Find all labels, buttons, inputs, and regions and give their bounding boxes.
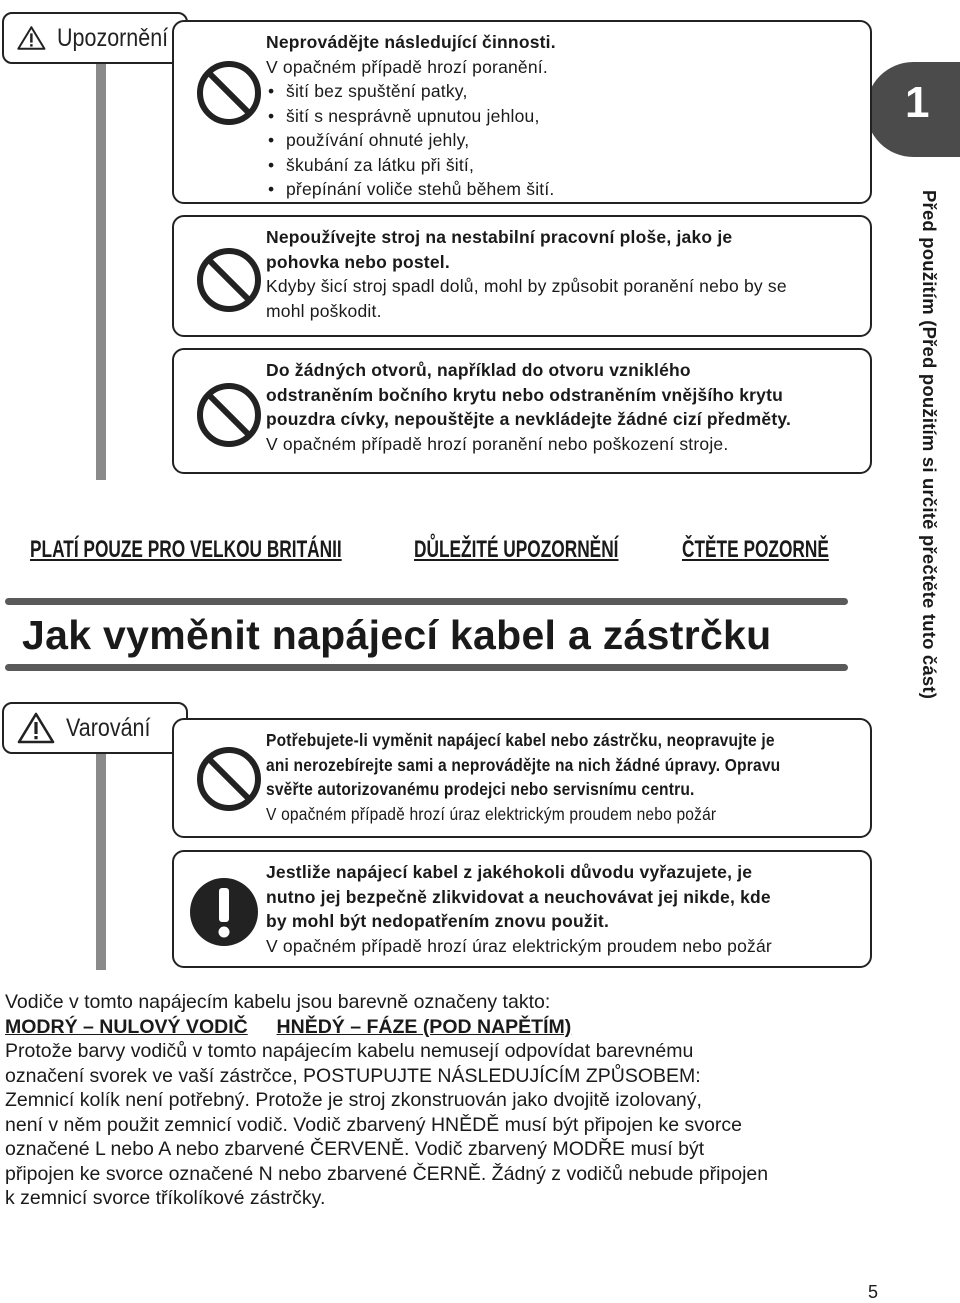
caution-connector <box>96 60 106 480</box>
title-rule-bottom <box>5 664 848 671</box>
text-line: pouzdra cívky, nepouštějte a nevkládejte žádné cizí předměty. <box>266 409 792 429</box>
caution-box-1-heading: Neprovádějte následující činnosti. <box>266 32 556 52</box>
text-line: V opačném případě hrozí úraz elektrickým proudem nebo požár <box>266 803 717 824</box>
warning-label-text: Varování <box>66 713 151 742</box>
wiring-text-line: není v něm použit zemnicí vodič. Vodič zbarvený HNĚDĚ musí být připojen ke svorce <box>5 1113 742 1136</box>
page-number: 5 <box>868 1282 879 1302</box>
caution-box-1-text <box>266 30 858 202</box>
text-line: Kdyby šicí stroj spadl dolů, mohl by způsobit poranění nebo by se <box>266 276 787 296</box>
uk-heading-read-carefully: ČTĚTE POZORNĚ <box>682 536 829 563</box>
prohibited-icon <box>194 58 264 128</box>
prohibited-icon <box>194 744 264 814</box>
warning-triangle-icon <box>16 711 56 745</box>
wire-brown-live: HNĚDÝ – FÁZE (POD NAPĚTÍM) <box>276 1015 572 1038</box>
warning-box-1-text <box>266 728 793 826</box>
warning-box-2 <box>172 850 872 968</box>
section-title: Jak vyměnit napájecí kabel a zástrčku <box>22 612 772 658</box>
caution-label <box>2 12 188 64</box>
text-line: by mohl být nedopatřením znovu použit. <box>266 911 610 931</box>
caution-box-1-consequence: V opačném případě hrozí poranění. <box>266 56 548 77</box>
caution-box-3 <box>172 348 872 474</box>
chapter-number: 1 <box>905 78 930 127</box>
wire-colors <box>5 1015 905 1040</box>
uk-heading-important: DŮLEŽITÉ UPOZORNĚNÍ <box>414 536 619 563</box>
text-line: V opačném případě hrozí úraz elektrickým proudem nebo požár <box>266 935 772 956</box>
wire-blue-neutral: MODRÝ – NULOVÝ VODIČ <box>5 1015 248 1038</box>
warning-label <box>2 702 188 754</box>
text-line: Do žádných otvorů, například do otvoru vzniklého <box>266 360 691 380</box>
chapter-side-title: Před použitím (Před použitím si určitě přečtěte tuto část) <box>919 190 940 700</box>
list-item: • šití s nesprávně upnutou jehlou, <box>286 104 858 129</box>
list-item: • škubání za látku při šití, <box>286 153 858 178</box>
caution-bullet-list <box>266 79 858 202</box>
text-line: ani nerozebírejte sami a neprovádějte na nich žádné úpravy. Opravu <box>266 754 781 775</box>
caution-box-3-text <box>266 358 858 456</box>
text-line: svěřte autorizovanému prodejci nebo servisnímu centru. <box>266 779 695 799</box>
wiring-intro: Vodiče v tomto napájecím kabelu jsou barevně označeny takto: <box>5 991 551 1013</box>
wiring-text-line: Zemnicí kolík není potřebný. Protože je stroj zkonstruován jako dvojitě izolovaný, <box>5 1089 702 1111</box>
text-line: Potřebujete-li vyměnit napájecí kabel nebo zástrčku, neopravujte je <box>266 730 775 750</box>
text-line: odstraněním bočního krytu nebo odstraněním vnějšího krytu <box>266 384 784 405</box>
caution-label-text: Upozornění <box>56 23 168 52</box>
uk-heading-only-uk: PLATÍ POUZE PRO VELKOU BRITÁNII <box>30 536 342 563</box>
text-line: nutno jej bezpečně zlikvidovat a neuchovávat jej nikde, kde <box>266 886 771 907</box>
text-line: mohl poškodit. <box>266 300 382 321</box>
warning-connector <box>96 745 106 970</box>
wiring-text-line: připojen ke svorce označené N nebo zbarvené ČERNĚ. Žádný z vodičů nebude připojen <box>5 1162 769 1185</box>
caution-box-2 <box>172 215 872 337</box>
text-line: Nepoužívejte stroj na nestabilní pracovní ploše, jako je <box>266 227 733 247</box>
warning-box-2-text <box>266 860 858 958</box>
list-item: • přepínání voliče stehů během šití. <box>286 177 858 202</box>
warning-triangle-icon <box>16 21 47 55</box>
text-line: V opačném případě hrozí poranění nebo poškození stroje. <box>266 433 729 454</box>
caution-box-1 <box>172 20 872 204</box>
title-rule-top <box>5 598 848 605</box>
mandatory-action-icon <box>186 874 262 950</box>
list-item: • používání ohnuté jehly, <box>286 128 858 153</box>
prohibited-icon <box>194 380 264 450</box>
caution-box-2-text <box>266 225 858 323</box>
wiring-text-line: Protože barvy vodičů v tomto napájecím kabelu nemusejí odpovídat barevnému <box>5 1040 694 1062</box>
wiring-text-line: označené L nebo A nebo zbarvené ČERVENĚ. Vodič zbarvený MODŘE musí být <box>5 1138 705 1160</box>
list-item: • šití bez spuštění patky, <box>286 79 858 104</box>
warning-box-1 <box>172 718 872 838</box>
text-line: pohovka nebo postel. <box>266 251 450 272</box>
prohibited-icon <box>194 245 264 315</box>
wiring-text-line: označení svorek ve vaší zástrčce, POSTUPUJTE NÁSLEDUJÍCÍM ZPŮSOBEM: <box>5 1064 701 1087</box>
wiring-section <box>5 990 905 1211</box>
wiring-text-line: k zemnicí svorce tříkolíkové zástrčky. <box>5 1187 326 1209</box>
text-line: Jestliže napájecí kabel z jakéhokoli důvodu vyřazujete, je <box>266 862 753 882</box>
